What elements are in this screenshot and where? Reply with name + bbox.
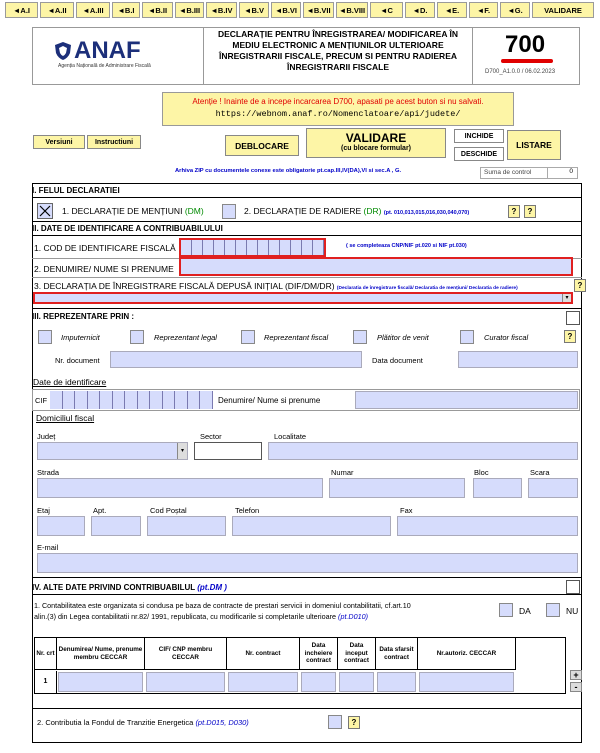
- email-input[interactable]: [37, 553, 578, 573]
- judet-label: Județ: [37, 432, 56, 441]
- cif-digit-cell[interactable]: [192, 240, 203, 255]
- etaj-input[interactable]: [37, 516, 85, 536]
- section-2-title: II. DATE DE IDENTIFICARE A CONTRIBUABILULUI: [32, 224, 223, 233]
- cod-fiscal-label: 1. COD DE IDENTIFICARE FISCALĂ: [34, 243, 176, 253]
- cod-postal-label: Cod Poștal: [150, 506, 187, 515]
- deschide-button[interactable]: DESCHIDE: [454, 147, 504, 161]
- deblocare-button[interactable]: DEBLOCARE: [225, 135, 299, 156]
- nav-button[interactable]: ◄B.VI: [271, 2, 301, 18]
- chevron-down-icon[interactable]: ▾: [562, 294, 571, 302]
- nav-button[interactable]: ◄B.VIII: [336, 2, 368, 18]
- notice-button[interactable]: [162, 92, 514, 126]
- suma-control-box: [480, 167, 578, 179]
- table-cell-input[interactable]: [228, 672, 298, 692]
- column-header: CIF/ CNP membru CECCAR: [145, 638, 227, 670]
- logo-box: [32, 27, 204, 85]
- add-row-button[interactable]: +: [570, 670, 582, 680]
- cif-digit-cell[interactable]: [188, 391, 201, 409]
- curator-fiscal-label: Curator fiscal: [484, 333, 529, 342]
- apt-input[interactable]: [91, 516, 141, 536]
- strada-input[interactable]: [37, 478, 323, 498]
- apt-label: Apt.: [93, 506, 107, 515]
- cif-label: CIF: [35, 396, 48, 405]
- section-3-toggle-checkbox[interactable]: [566, 311, 580, 325]
- fax-input[interactable]: [397, 516, 578, 536]
- cif-digit-cell[interactable]: [200, 391, 213, 409]
- etaj-label: Etaj: [37, 506, 50, 515]
- validare-button[interactable]: [306, 128, 446, 158]
- dm-checkbox[interactable]: [37, 203, 53, 219]
- logo-text: ANAF: [74, 37, 141, 64]
- versiuni-button[interactable]: Versiuni: [33, 135, 85, 149]
- cif-digit-cell[interactable]: [88, 391, 101, 409]
- scara-input[interactable]: [528, 478, 578, 498]
- strada-label: Strada: [37, 468, 60, 477]
- fax-label: Fax: [400, 506, 413, 515]
- section-4-title: IV. ALTE DATE PRIVIND CONTRIBUABILUL (pt.DM ): [32, 583, 227, 592]
- form-number-underline: [501, 59, 553, 63]
- sector-label: Sector: [200, 432, 222, 441]
- date-identificare-label: Date de identificare: [33, 377, 107, 387]
- nav-validare-button[interactable]: VALIDARE: [532, 2, 594, 18]
- cif-digit-cell[interactable]: [138, 391, 151, 409]
- cif-digit-cell[interactable]: [163, 391, 176, 409]
- domiciliu-fiscal-label: Domiciliul fiscal: [36, 413, 95, 423]
- cif-digit-cell[interactable]: [75, 391, 88, 409]
- reprezentant-fiscal-label: Reprezentant fiscal: [264, 333, 329, 342]
- inchide-button[interactable]: INCHIDE: [454, 129, 504, 143]
- help-button[interactable]: ?: [348, 716, 360, 729]
- dm-label: 1. DECLARAȚIE DE MENȚIUNI (DM): [62, 206, 204, 216]
- numar-input[interactable]: [329, 478, 465, 498]
- divider: [32, 708, 582, 709]
- numar-label: Numar: [331, 468, 354, 477]
- nav-button[interactable]: ◄B.VII: [303, 2, 334, 18]
- remove-row-button[interactable]: -: [570, 682, 582, 692]
- cif-reprezentant-input[interactable]: [50, 391, 213, 409]
- anaf-logo: [54, 37, 141, 65]
- cif-digit-cell[interactable]: [247, 240, 258, 255]
- nav-button[interactable]: ◄D.: [405, 2, 435, 18]
- notice-url: https://webnom.anaf.ro/Nomenclatoare/api/judete/: [215, 109, 461, 119]
- localitate-input[interactable]: [268, 442, 578, 460]
- logo-subtitle: Agenția Națională de Administrare Fiscală: [58, 63, 151, 69]
- form-number: 700: [505, 31, 546, 58]
- cif-digit-cell[interactable]: [313, 240, 324, 255]
- notice-text: Atenție ! Inainte de a incepe incarcarea D700, apasati pe acest buton si nu salvati.: [192, 97, 484, 106]
- listare-button[interactable]: LISTARE: [507, 130, 561, 160]
- nr-document-label: Nr. document: [55, 356, 100, 365]
- sector-input[interactable]: [194, 442, 262, 460]
- cif-digit-cell[interactable]: [203, 240, 214, 255]
- nu-label: NU: [566, 606, 579, 616]
- ceccar-table: [34, 637, 566, 694]
- cif-digit-cell[interactable]: [269, 240, 280, 255]
- suma-control-value: 0: [547, 168, 577, 178]
- nav-button[interactable]: ◄B.II: [142, 2, 173, 18]
- dr-label: 2. DECLARAȚIE DE RADIERE (DR) (pt. 010,013,015,016,030,040,070): [244, 206, 470, 216]
- nav-button[interactable]: ◄B.IV: [206, 2, 237, 18]
- nav-button[interactable]: ◄B.V: [239, 2, 269, 18]
- cif-digit-cell[interactable]: [175, 391, 188, 409]
- reprezentant-legal-checkbox[interactable]: [130, 330, 144, 344]
- column-header: Nr.autoriz. CECCAR: [418, 638, 516, 670]
- nav-button[interactable]: ◄A.II: [40, 2, 74, 18]
- reprezentant-fiscal-checkbox[interactable]: [241, 330, 255, 344]
- cif-digit-cell[interactable]: [181, 240, 192, 255]
- help-button[interactable]: ?: [574, 279, 586, 292]
- column-header: Nr. contract: [227, 638, 300, 670]
- dr-checkbox[interactable]: [222, 204, 236, 219]
- cif-digit-cell[interactable]: [280, 240, 291, 255]
- divider: [32, 221, 582, 222]
- nav-button[interactable]: ◄F.: [469, 2, 498, 18]
- curator-fiscal-checkbox[interactable]: [460, 330, 474, 344]
- cod-postal-input[interactable]: [147, 516, 226, 536]
- column-header: Denumirea/ Nume, prenume membru CECCAR: [57, 638, 145, 670]
- cif-digit-cell[interactable]: [100, 391, 113, 409]
- shield-icon: [54, 41, 72, 61]
- table-cell-input[interactable]: [301, 672, 336, 692]
- cif-digit-cell[interactable]: [63, 391, 76, 409]
- divider: [32, 197, 582, 198]
- nav-button[interactable]: ◄B.I: [112, 2, 140, 18]
- cif-digit-cell[interactable]: [291, 240, 302, 255]
- chevron-down-icon[interactable]: ▾: [177, 443, 187, 459]
- telefon-input[interactable]: [232, 516, 391, 536]
- contabilitate-text-2: alin.(3) din Legea contabilitatii nr.82/ 1991, republicata, cu modificarile si completarile ulterioare (pt.D010): [34, 612, 369, 621]
- instructiuni-button[interactable]: Instructiuni: [87, 135, 141, 149]
- form-version: D700_A1.0.0 / 06.02.2023: [485, 69, 556, 75]
- bloc-input[interactable]: [473, 478, 522, 498]
- column-header: Data inceput contract: [338, 638, 376, 670]
- telefon-label: Telefon: [235, 506, 260, 515]
- help-button[interactable]: ?: [564, 330, 576, 343]
- imputernicit-label: Imputernicit: [61, 333, 100, 342]
- bloc-label: Bloc: [474, 468, 489, 477]
- scara-label: Scara: [530, 468, 550, 477]
- judet-select[interactable]: [37, 442, 188, 460]
- email-label: E-mail: [37, 543, 59, 552]
- divider: [32, 308, 582, 309]
- nav-button[interactable]: ◄C: [370, 2, 403, 18]
- nav-button[interactable]: ◄E.: [437, 2, 467, 18]
- cif-digit-cell[interactable]: [113, 391, 126, 409]
- validare-label: VALIDARE: [345, 131, 407, 145]
- table-cell-input[interactable]: [419, 672, 514, 692]
- help-button[interactable]: ?: [524, 205, 536, 218]
- cif-digit-cell[interactable]: [302, 240, 313, 255]
- cif-digit-cell[interactable]: [150, 391, 163, 409]
- section-1-title: I. FELUL DECLARATIEI: [32, 186, 120, 195]
- declaratie-initiala-select[interactable]: [33, 292, 573, 304]
- check-x-icon: [38, 204, 52, 218]
- section-4-toggle-checkbox[interactable]: [566, 580, 580, 594]
- divider: [32, 594, 582, 595]
- divider: [32, 577, 582, 578]
- denumire-reprezentant-label: Denumire/ Nume si prenume: [218, 396, 321, 405]
- fondul-tranzitie-label: 2. Contributia la Fondul de Tranzitie Energetica (pt.D015, D030): [37, 718, 249, 727]
- da-checkbox[interactable]: [499, 603, 513, 617]
- form-number-box: [472, 27, 580, 85]
- nav-button[interactable]: ◄G.: [500, 2, 530, 18]
- reprezentant-legal-label: Reprezentant legal: [154, 333, 217, 342]
- cif-digit-cell[interactable]: [236, 240, 247, 255]
- cif-digit-cell[interactable]: [214, 240, 225, 255]
- denumire-reprezentant-input[interactable]: [355, 391, 578, 409]
- denumire-label: 2. DENUMIRE/ NUME SI PRENUME: [34, 264, 174, 274]
- cod-fiscal-input[interactable]: [179, 238, 326, 257]
- suma-control-label: Suma de control: [484, 169, 532, 176]
- platitor-venit-label: Plătitor de venit: [377, 333, 429, 342]
- cod-fiscal-note: ( se completeaza CNP/NIF pt.020 si NIF pt.030): [346, 243, 467, 249]
- table-cell-input[interactable]: [146, 672, 225, 692]
- table-cell-input[interactable]: [377, 672, 416, 692]
- declaratie-initiala-label: 3. DECLARAȚIA DE ÎNREGISTRARE FISCALĂ DEPUSĂ INIȚIAL (DIF/DM/DR) (Declaratia de înregistrare fiscală/ Declaratia de mențiuni/ Declaratia de radiere): [34, 281, 518, 291]
- column-header: Nr. crt: [35, 638, 57, 670]
- divider: [32, 277, 582, 278]
- cif-digit-cell[interactable]: [258, 240, 269, 255]
- imputernicit-checkbox[interactable]: [38, 330, 52, 344]
- platitor-venit-checkbox[interactable]: [353, 330, 367, 344]
- help-button[interactable]: ?: [508, 205, 520, 218]
- contabilitate-text-1: 1. Contabilitatea este organizata si condusa pe baza de contracte de prestari servicii in domeniul contabilitatii, cf.art.10: [34, 601, 411, 610]
- table-cell-input[interactable]: [58, 672, 143, 692]
- denumire-input[interactable]: [179, 257, 573, 276]
- arhiva-note: Arhiva ZIP cu documentele conexe este obligatorie pt.cap.III,IV(DA),VI si sec.A , G.: [175, 168, 402, 174]
- data-document-input[interactable]: [458, 351, 578, 368]
- validare-sublabel: (cu blocare formular): [340, 145, 411, 152]
- column-header: Data sfarsit contract: [376, 638, 418, 670]
- fondul-tranzitie-checkbox[interactable]: [328, 715, 342, 729]
- form-title: DECLARAȚIE PENTRU ÎNREGISTRAREA/ MODIFICAREA ÎN MEDIU ELECTRONIC A MENȚIUNILOR ULTERIOARE ÎNREGISTRARII FISCALE, PRECUM SI PENTRU RADIEREA ÎNREGISTRARII FISCALE: [217, 29, 459, 72]
- da-label: DA: [519, 606, 531, 616]
- section-3-title: III. REPREZENTARE PRIN :: [32, 312, 135, 321]
- cif-digit-cell[interactable]: [125, 391, 138, 409]
- cif-digit-cell[interactable]: [225, 240, 236, 255]
- row-number: 1: [35, 671, 57, 693]
- divider: [32, 235, 582, 236]
- nav-button[interactable]: ◄B.III: [175, 2, 204, 18]
- nav-button[interactable]: ◄A.I: [5, 2, 38, 18]
- localitate-label: Localitate: [274, 432, 307, 441]
- nav-button[interactable]: ◄A.III: [76, 2, 110, 18]
- nu-checkbox[interactable]: [546, 603, 560, 617]
- table-cell-input[interactable]: [339, 672, 374, 692]
- nr-document-input[interactable]: [110, 351, 362, 368]
- data-document-label: Data document: [372, 356, 423, 365]
- cif-digit-cell[interactable]: [50, 391, 63, 409]
- column-header: Data incheiere contract: [300, 638, 338, 670]
